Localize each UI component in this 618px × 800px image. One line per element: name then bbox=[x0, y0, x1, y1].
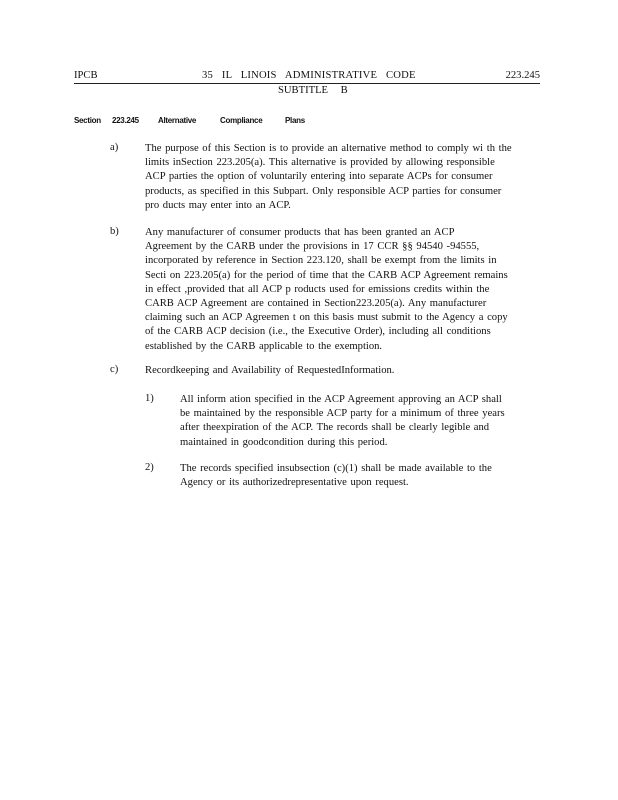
text-line: maintained in goodcondition during this period. bbox=[180, 436, 388, 448]
section-title-word-2: Compliance bbox=[220, 116, 263, 125]
section-word: Section bbox=[74, 116, 101, 125]
subsection-c-2-label: 2) bbox=[145, 462, 154, 473]
subsection-b-label: b) bbox=[110, 226, 119, 237]
text-line: after theexpiration of the ACP. The records shall be clearly legible and bbox=[180, 422, 490, 434]
header-section-number: 223.245 bbox=[505, 70, 540, 81]
page-header bbox=[74, 70, 540, 100]
text-line: be maintained by the responsible ACP party for a minimum of three years bbox=[180, 408, 505, 420]
subsection-c-text bbox=[145, 364, 394, 378]
text-line: Agency or its authorizedrepresentative upon request. bbox=[180, 477, 409, 489]
section-title-word-3: Plans bbox=[285, 116, 305, 125]
text-line: ACP parties the option of voluntarily entering into separate ACPs for consumer bbox=[145, 171, 493, 183]
text-line: CARB ACP Agreement are contained in Section223.205(a). Any manufacturer bbox=[145, 297, 487, 309]
subsection-c-2-text bbox=[180, 462, 492, 490]
text-line: All inform ation specified in the ACP Agreement approving an ACP shall bbox=[180, 394, 502, 405]
header-subtitle: SUBTITLE B bbox=[278, 85, 348, 96]
header-code-title: 35 IL LINOIS ADMINISTRATIVE CODE bbox=[202, 70, 416, 81]
section-title-word-1: Alternative bbox=[158, 116, 197, 125]
text-line: The records specified insubsection (c)(1) shall be made available to the bbox=[180, 463, 492, 474]
text-line: The purpose of this Section is to provide an alternative method to comply wi th the bbox=[145, 143, 512, 154]
text-line: incorporated by reference in Section 223.120, shall be exempt from the limits in bbox=[145, 255, 497, 267]
text-line: Secti on 223.205(a) for the period of time that the CARB ACP Agreement remains bbox=[145, 269, 508, 281]
header-rule bbox=[74, 83, 540, 84]
subsection-c-1-text bbox=[180, 393, 505, 450]
text-line: Agreement by the CARB under the provisions in 17 CCR §§ 94540 -94555, bbox=[145, 241, 480, 253]
text-line: limits inSection 223.205(a). This alternative is provided by allowing responsible bbox=[145, 157, 495, 169]
subsection-c-1-label: 1) bbox=[145, 393, 154, 404]
subsection-c-label: c) bbox=[110, 364, 119, 375]
text-line: claiming such an ACP Agreemen t on this basis must submit to the Agency a copy bbox=[145, 312, 508, 324]
text-line: products, as specified in this Subpart. Only responsible ACP parties for consumer bbox=[145, 185, 502, 197]
subsection-a-text bbox=[145, 142, 512, 213]
text-line: in effect ,provided that all ACP p roducts used for emissions credits within the bbox=[145, 283, 490, 295]
text-line: of the CARB ACP decision (i.e., the Executive Order), including all conditions bbox=[145, 326, 491, 338]
text-line: pro ducts may enter into an ACP. bbox=[145, 199, 291, 211]
subsection-a-label: a) bbox=[110, 142, 119, 153]
header-board-abbrev: IPCB bbox=[74, 70, 98, 81]
subsection-b-text bbox=[145, 226, 508, 354]
text-line: Recordkeeping and Availability of RequestedInformation. bbox=[145, 365, 395, 376]
section-number: 223.245 bbox=[112, 116, 139, 125]
text-line: established by the CARB applicable to the exemption. bbox=[145, 340, 383, 352]
text-line: Any manufacturer of consumer products that has been granted an ACP bbox=[145, 227, 455, 238]
